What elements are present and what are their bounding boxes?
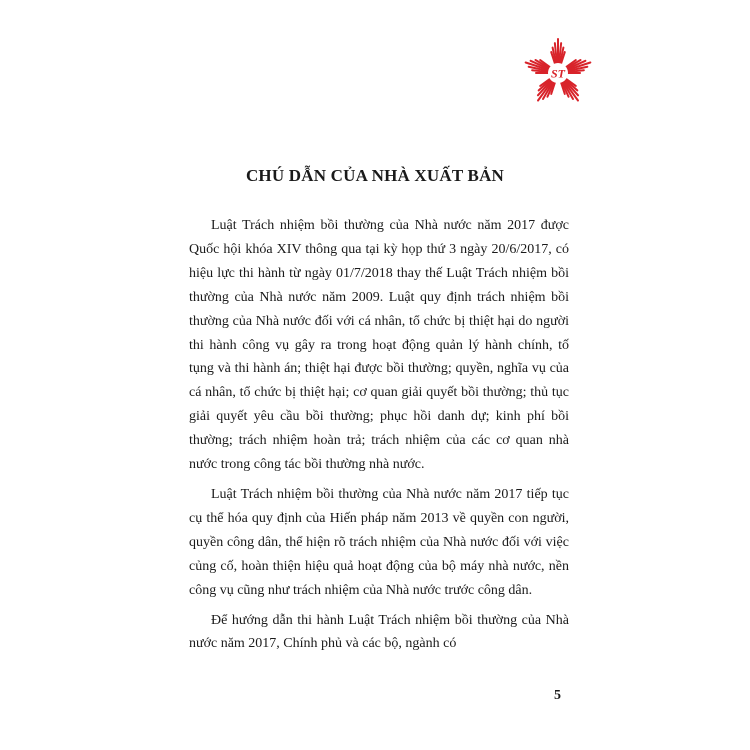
body-text	[189, 214, 569, 662]
page-title: CHÚ DẪN CỦA NHÀ XUẤT BẢN	[245, 166, 505, 185]
paragraph: Luật Trách nhiệm bồi thường của Nhà nước năm 2017 tiếp tục cụ thể hóa quy định của Hiến pháp năm 2013 về quyền con người, quyền công dân, thể hiện rõ trách nhiệm của Nhà nước đối với việc củng cố, hoàn thiện hiệu quả hoạt động của bộ máy nhà nước, nền công vụ cũng như trách nhiệm của Nhà nước trước công dân.	[189, 486, 569, 598]
paragraph: Luật Trách nhiệm bồi thường của Nhà nước năm 2017 được Quốc hội khóa XIV thông qua tại kỳ họp thứ 3 ngày 20/6/2017, có hiệu lực thi hành từ ngày 01/7/2018 thay thế Luật Trách nhiệm bồi thường của Nhà nước năm 2009. Luật quy định trách nhiệm bồi thường của Nhà nước đối với cá nhân, tổ chức bị thiệt hại do người thi hành công vụ gây ra trong hoạt động quản lý hành chính, tố tụng và thi hành án; thiệt hại được bồi thường; quyền, nghĩa vụ của cá nhân, tổ chức bị thiệt hại; cơ quan giải quyết bồi thường; thủ tục giải quyết yêu cầu bồi thường; phục hồi danh dự; kinh phí bồi thường; trách nhiệm hoàn trả; trách nhiệm của các cơ quan nhà nước trong công tác bồi thường nhà nước.	[189, 218, 569, 473]
svg-text:ST: ST	[550, 66, 566, 81]
publisher-star-logo-icon	[521, 36, 595, 110]
publisher-star-logo-graphic	[521, 36, 595, 110]
page-number: 5	[554, 688, 561, 703]
paragraph: Để hướng dẫn thi hành Luật Trách nhiệm bồi thường của Nhà nước năm 2017, Chính phủ và các bộ, ngành có	[189, 612, 569, 652]
